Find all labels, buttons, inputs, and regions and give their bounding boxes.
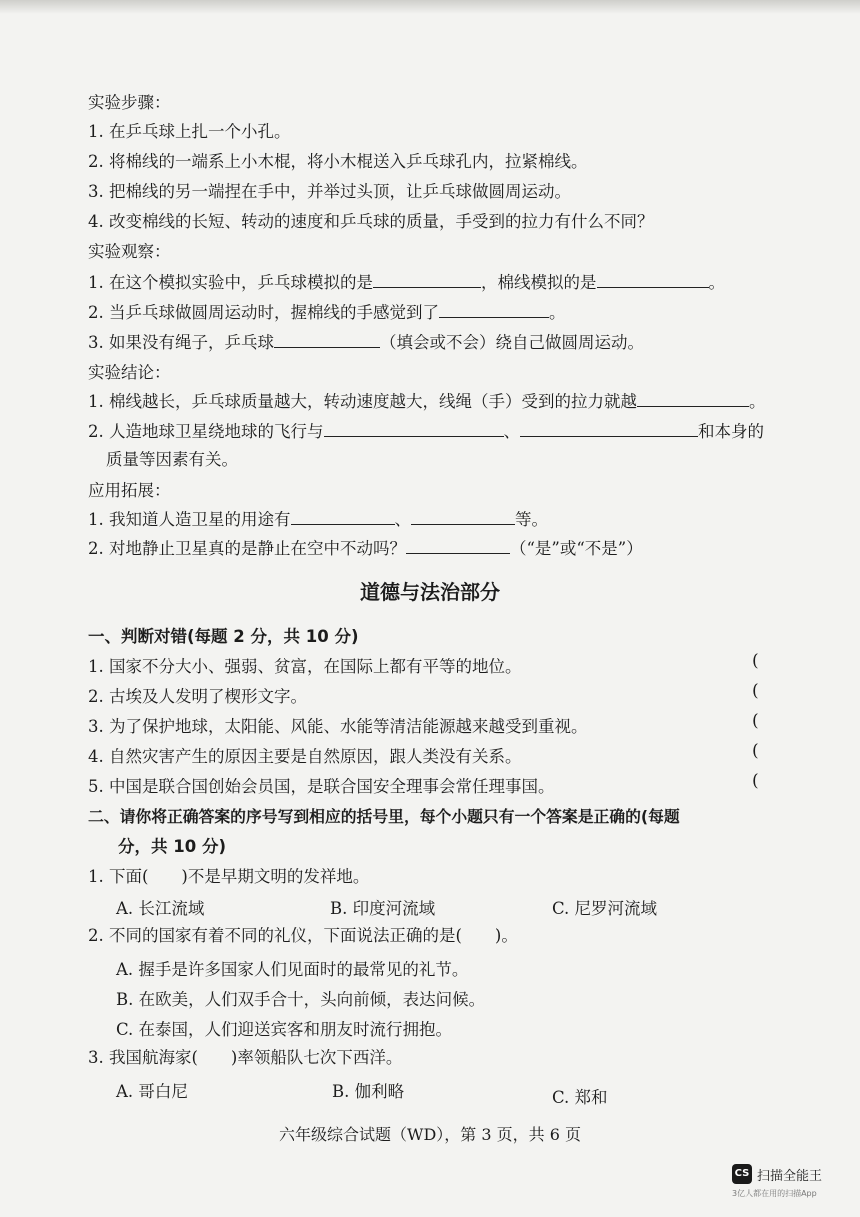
answer-blank[interactable] [406, 537, 510, 554]
observation-2-text-a: 2. 当乒乓球做圆周运动时，握棉线的手感觉到了 [88, 303, 439, 322]
question-2-option-b: B. 在欧美，人们双手合十，头向前倾，表达问候。 [116, 990, 486, 1009]
answer-paren[interactable]: ( [752, 711, 759, 731]
conclusion-item-1 [88, 390, 766, 413]
application-2-text-a: 2. 对地静止卫星真的是静止在空中不动吗？ [88, 539, 406, 558]
conclusion-2-text-c: 和本身的 [698, 422, 764, 441]
step-item: 3. 把棉线的另一端捏在手中，并举过头顶，让乒乓球做圆周运动。 [88, 182, 571, 201]
question-3-option-b: B. 伽利略 [332, 1082, 405, 1101]
observation-1-text-a: 1. 在这个模拟实验中，乒乓球模拟的是 [88, 273, 373, 292]
application-2-text-b: （“是”或“不是”） [510, 539, 643, 558]
page-footer: 六年级综合试题（WD），第 3 页，共 6 页 [279, 1125, 581, 1144]
observation-2-text-b: 。 [549, 303, 566, 322]
question-3-option-c: C. 郑和 [552, 1088, 608, 1107]
conclusion-heading: 实验结论： [88, 363, 171, 382]
answer-blank[interactable] [324, 420, 504, 437]
camscanner-logo-icon: CS [732, 1164, 752, 1184]
judge-item-5: 5. 中国是联合国创始会员国，是联合国安全理事会常任理事国。 [88, 777, 555, 796]
judge-item-3: 3. 为了保护地球，太阳能、风能、水能等清洁能源越来越受到重视。 [88, 717, 588, 736]
conclusion-2-text-d: 质量等因素有关。 [106, 450, 238, 469]
application-item-2 [88, 537, 643, 560]
question-1-option-b: B. 印度河流域 [330, 899, 436, 918]
question-2: 2. 不同的国家有着不同的礼仪，下面说法正确的是( )。 [88, 926, 518, 945]
question-3: 3. 我国航海家( )率领船队七次下西洋。 [88, 1048, 403, 1067]
conclusion-item-2 [88, 420, 764, 443]
question-1-option-a: A. 长江流域 [116, 899, 205, 918]
answer-blank[interactable] [411, 508, 515, 525]
observation-1-text-b: ，棉线模拟的是 [481, 273, 597, 292]
step-item: 4. 改变棉线的长短、转动的速度和乒乓球的质量，手受到的拉力有什么不同？ [88, 212, 654, 231]
observation-3-text-a: 3. 如果没有绳子，乒乓球 [88, 333, 274, 352]
section-title: 道德与法治部分 [360, 580, 500, 604]
section-2-heading-line-1: 二、请你将正确答案的序号写到相应的括号里，每个小题只有一个答案是正确的(每题 [88, 807, 680, 826]
observation-3-text-b: （填会或不会）绕自己做圆周运动。 [380, 333, 644, 352]
scanner-watermark [732, 1164, 842, 1204]
observation-heading: 实验观察： [88, 242, 171, 261]
judge-item-2: 2. 古埃及人发明了楔形文字。 [88, 687, 307, 706]
step-item: 2. 将棉线的一端系上小木棍，将小木棍送入乒乓球孔内，拉紧棉线。 [88, 152, 588, 171]
section-1-heading: 一、判断对错(每题 2 分，共 10 分) [88, 627, 359, 646]
answer-paren[interactable]: ( [752, 651, 759, 671]
answer-blank[interactable] [637, 390, 749, 407]
application-item-1 [88, 508, 548, 531]
application-heading: 应用拓展： [88, 481, 171, 500]
conclusion-2-text-a: 2. 人造地球卫星绕地球的飞行与 [88, 422, 324, 441]
observation-item-1 [88, 271, 725, 294]
observation-1-text-c: 。 [708, 273, 725, 292]
watermark-subtitle: 3亿人都在用的扫描App [732, 1189, 817, 1198]
answer-blank[interactable] [274, 331, 380, 348]
application-1-text-c: 等。 [515, 510, 548, 529]
section-2-heading-line-2: 分，共 10 分) [118, 837, 226, 856]
conclusion-2-text-b: 、 [503, 422, 520, 441]
answer-paren[interactable]: ( [752, 741, 759, 761]
observation-item-2 [88, 301, 566, 324]
application-1-text-b: 、 [394, 510, 411, 529]
answer-paren[interactable]: ( [752, 771, 759, 791]
answer-blank[interactable] [597, 271, 709, 288]
judge-item-4: 4. 自然灾害产生的原因主要是自然原因，跟人类没有关系。 [88, 747, 522, 766]
steps-heading: 实验步骤： [88, 93, 171, 112]
question-2-option-c: C. 在泰国，人们迎送宾客和朋友时流行拥抱。 [116, 1020, 453, 1039]
answer-blank[interactable] [373, 271, 481, 288]
scan-edge-shadow [0, 0, 860, 14]
answer-blank[interactable] [439, 301, 549, 318]
answer-blank[interactable] [520, 420, 698, 437]
answer-blank[interactable] [291, 508, 395, 525]
answer-paren[interactable]: ( [752, 681, 759, 701]
question-3-option-a: A. 哥白尼 [116, 1082, 188, 1101]
question-1: 1. 下面( )不是早期文明的发祥地。 [88, 867, 370, 886]
conclusion-1-text-b: 。 [749, 392, 766, 411]
question-1-option-c: C. 尼罗河流域 [552, 899, 658, 918]
watermark-name: 扫描全能王 [757, 1169, 823, 1184]
judge-item-1: 1. 国家不分大小、强弱、贫富，在国际上都有平等的地位。 [88, 657, 522, 676]
conclusion-1-text-a: 1. 棉线越长，乒乓球质量越大，转动速度越大，线绳（手）受到的拉力就越 [88, 392, 637, 411]
application-1-text-a: 1. 我知道人造卫星的用途有 [88, 510, 291, 529]
observation-item-3 [88, 331, 644, 354]
step-item: 1. 在乒乓球上扎一个小孔。 [88, 122, 291, 141]
question-2-option-a: A. 握手是许多国家人们见面时的最常见的礼节。 [116, 960, 469, 979]
